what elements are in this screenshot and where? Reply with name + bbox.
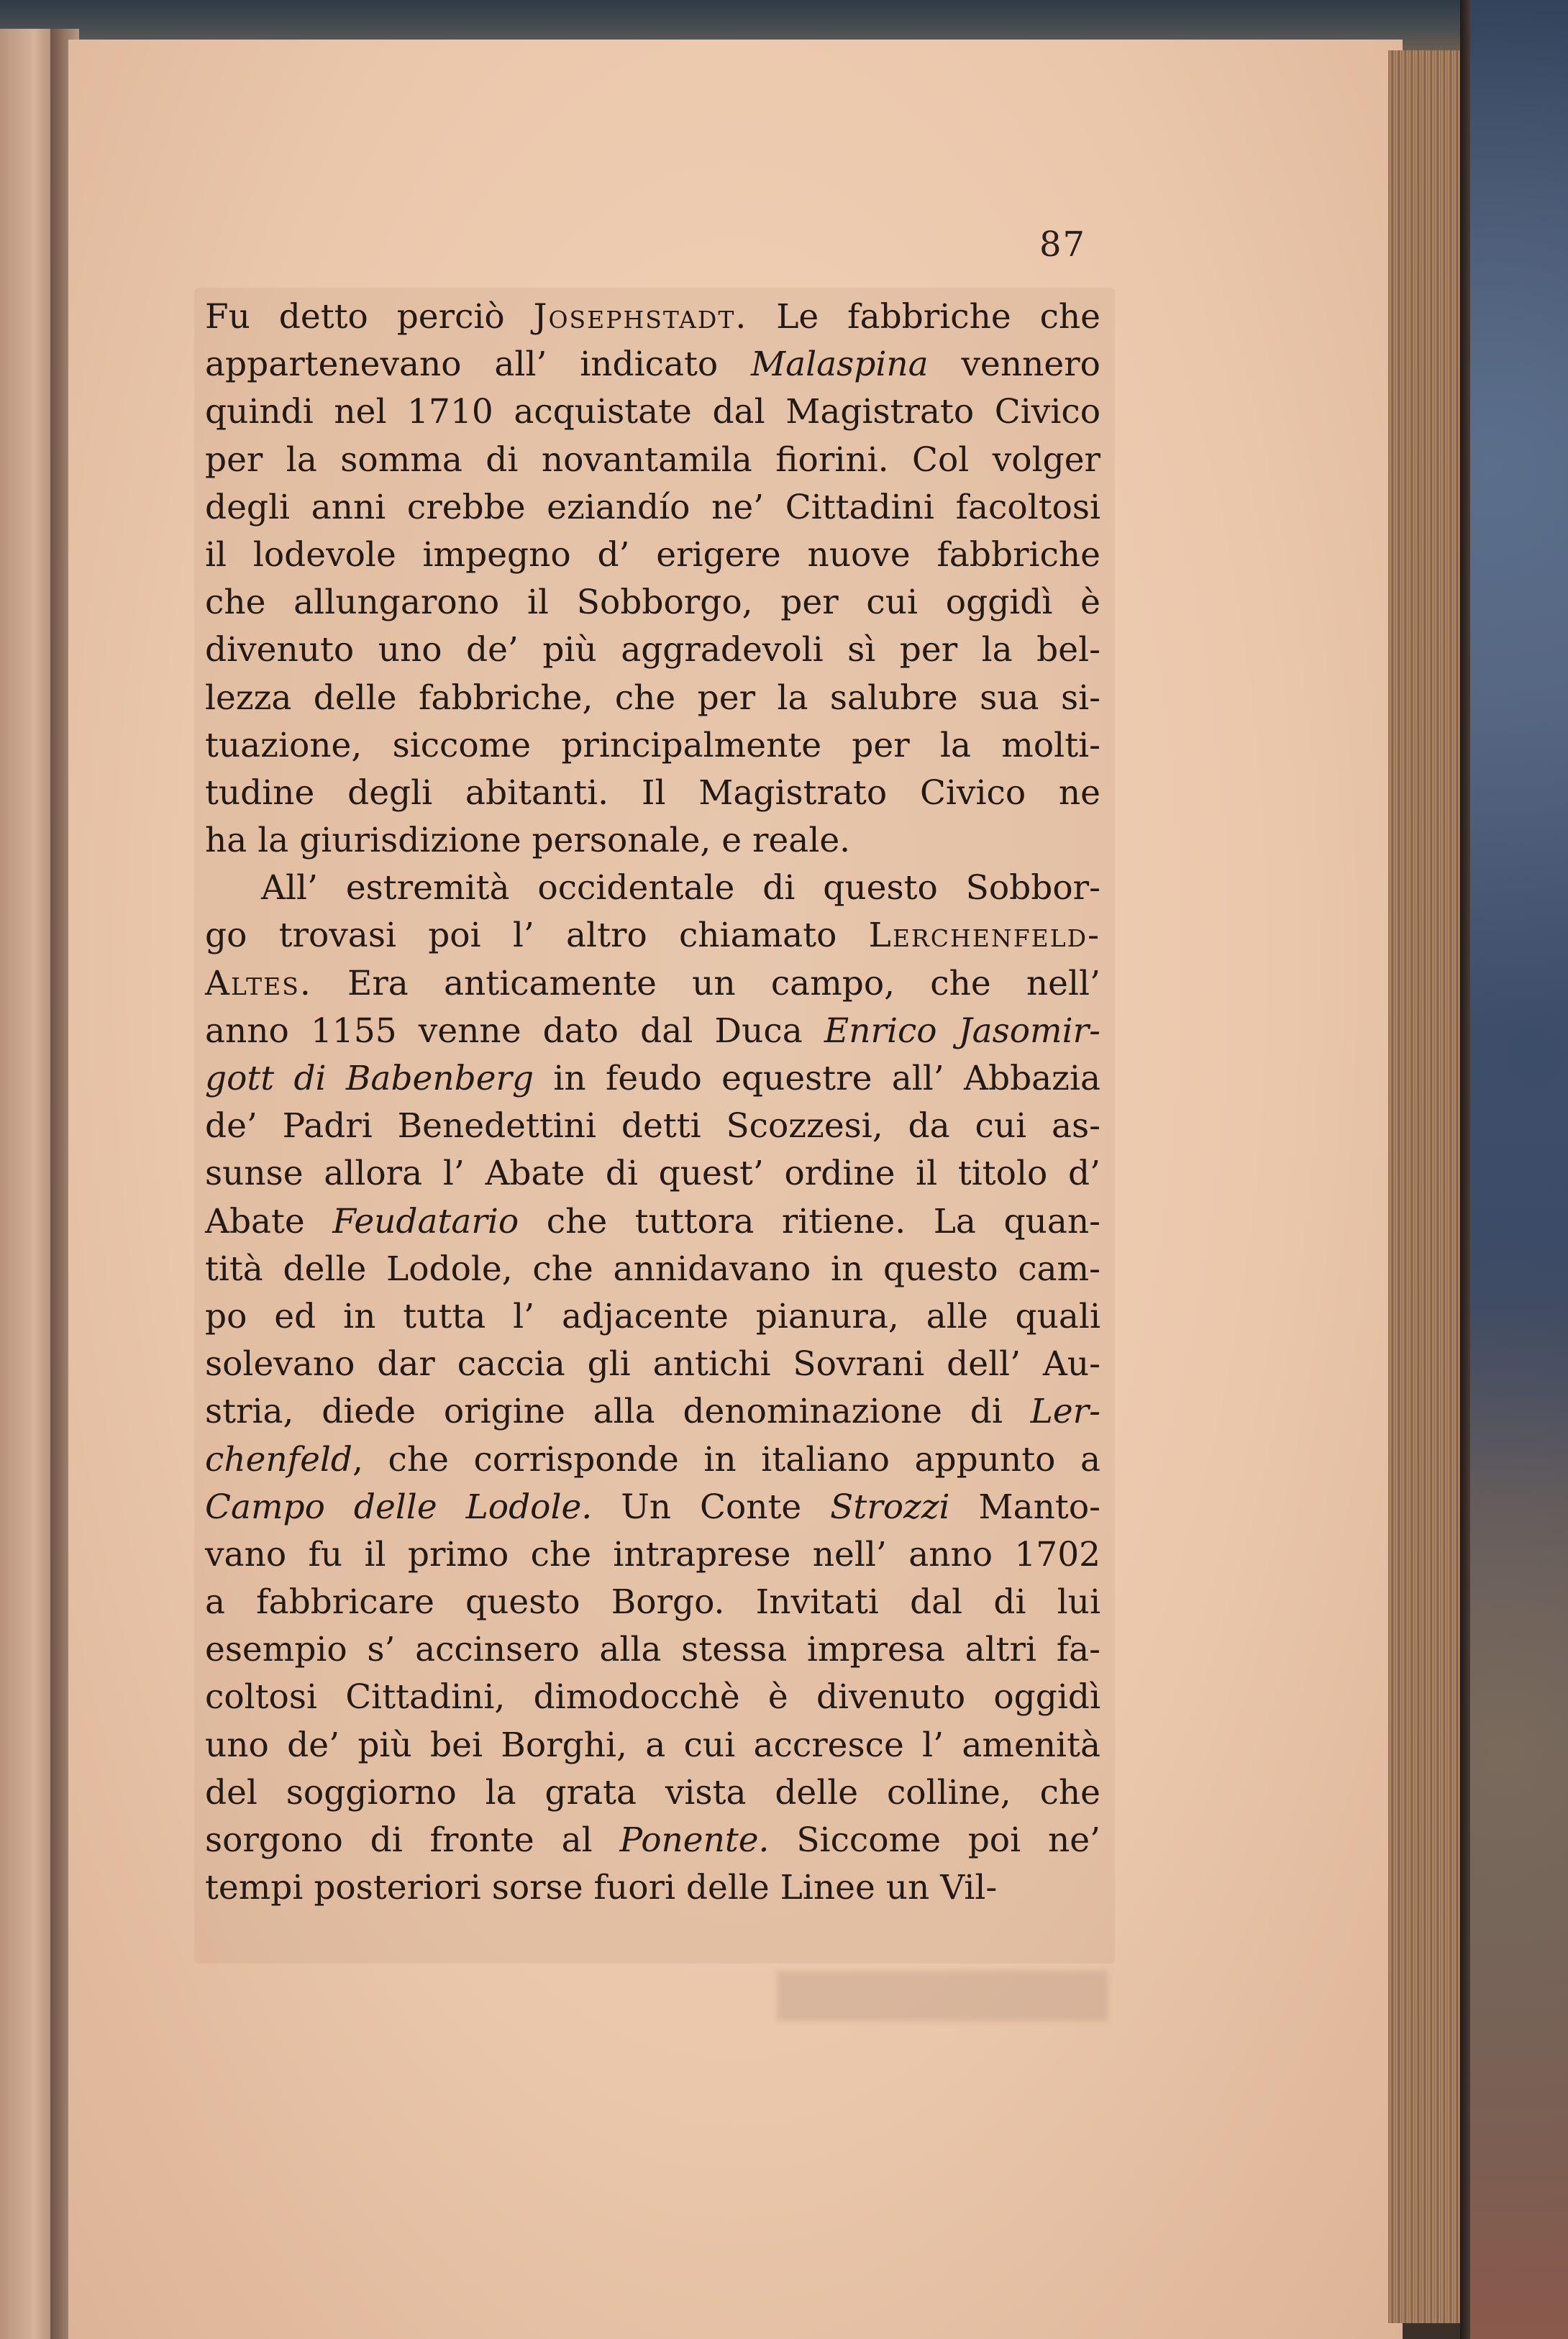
page-edges-stack	[1388, 50, 1460, 2323]
text-run: go trovasi poi l’ altro chiamato	[205, 916, 869, 956]
text-run: lezza delle fabbriche, che per la salubre sua si-	[205, 678, 1100, 718]
text-run: Un Conte	[592, 1487, 831, 1527]
text-run: , che corrisponde in italiano appunto a	[352, 1439, 1100, 1479]
text-line	[205, 1579, 1100, 1626]
text-line	[205, 293, 1100, 341]
text-line	[205, 1008, 1100, 1055]
text-line	[205, 1436, 1100, 1484]
text-run: coltosi Cittadini, dimodocchè è divenuto oggidì	[205, 1677, 1100, 1718]
small-caps-run: Lerchenfeld-	[868, 916, 1100, 956]
text-run: Fu detto perciò	[205, 297, 534, 337]
text-line	[205, 722, 1100, 770]
text-run: quindi nel 1710 acquistate dal Magistrato Civico	[205, 392, 1100, 432]
text-run: tudine degli abitanti. Il Magistrato Civico ne	[205, 772, 1100, 813]
text-run: per la somma di novantamila fiorini. Col volger	[205, 439, 1100, 480]
text-line	[205, 675, 1100, 722]
text-run: tempi posteriori sorse fuori delle Linee un Vil-	[205, 1868, 998, 1908]
text-line	[205, 341, 1100, 388]
text-run: Era anticamente un campo, che nell’	[311, 963, 1100, 1003]
text-run: esempio s’ accinsero alla stessa impresa altri fa-	[205, 1630, 1100, 1670]
text-line	[205, 1626, 1100, 1674]
text-run: che tuttora ritiene. La quan-	[519, 1201, 1100, 1241]
text-line	[205, 1674, 1100, 1721]
text-run: degli anni crebbe eziandío ne’ Cittadini facoltosi	[205, 487, 1100, 527]
text-run: po ed in tutta l’ adjacente pianura, alle quali	[205, 1296, 1100, 1336]
italic-run: Strozzi	[830, 1487, 950, 1527]
text-line	[205, 1484, 1100, 1531]
text-run: stria, diede origine alla denominazione di	[205, 1392, 1031, 1432]
text-run: sunse allora l’ Abate di quest’ ordine il titolo d’	[205, 1154, 1100, 1194]
text-line	[205, 388, 1100, 436]
text-line	[205, 579, 1100, 626]
text-line	[205, 1531, 1100, 1579]
text-run: vennero	[928, 345, 1100, 385]
text-line	[205, 532, 1100, 579]
text-line	[205, 1198, 1100, 1246]
text-line	[205, 817, 1100, 865]
text-run: tità delle Lodole, che annidavano in questo cam-	[205, 1249, 1100, 1289]
marbled-cover	[1460, 0, 1568, 2339]
text-run: All’ estremità occidentale di questo Sobbor-	[261, 868, 1100, 908]
italic-run: Ponente.	[619, 1820, 770, 1860]
cover-edge	[1460, 0, 1470, 2339]
text-line	[205, 1341, 1100, 1388]
text-line	[205, 1055, 1100, 1103]
text-run: Manto-	[949, 1487, 1100, 1527]
left-facing-page-edge	[0, 29, 58, 2339]
show-through-bleed	[777, 1971, 1108, 2021]
text-line	[205, 912, 1100, 959]
text-line	[205, 1769, 1100, 1817]
text-line	[205, 1388, 1100, 1436]
small-caps-run: Josephstadt.	[533, 297, 748, 337]
italic-run: Enrico Jasomir-	[824, 1011, 1100, 1051]
text-line	[205, 960, 1100, 1008]
text-run: Abate	[205, 1201, 333, 1241]
text-run: tuazione, siccome principalmente per la molti-	[205, 725, 1100, 765]
text-run: ha la giurisdizione personale, e reale.	[205, 821, 851, 861]
text-run: vano fu il primo che intraprese nell’ anno 1702	[205, 1534, 1100, 1574]
text-run: de’ Padri Benedettini detti Scozzesi, da cui as-	[205, 1106, 1100, 1146]
text-line	[205, 1864, 1100, 1912]
italic-run: gott di Babenberg	[205, 1059, 534, 1098]
text-run: che allungarono il Sobborgo, per cui oggidì è	[205, 583, 1100, 623]
italic-run: chenfeld	[205, 1439, 353, 1479]
italic-run: Ler-	[1030, 1392, 1100, 1432]
text-run: solevano dar caccia gli antichi Sovrani dell’ Au-	[205, 1344, 1100, 1385]
text-line	[205, 1103, 1100, 1150]
text-line	[205, 865, 1100, 912]
text-line	[205, 484, 1100, 532]
text-run: sorgono di fronte al	[205, 1820, 620, 1860]
italic-run: Malaspina	[750, 345, 929, 385]
text-run: a fabbricare questo Borgo. Invitati dal di lui	[205, 1582, 1100, 1623]
text-run: Siccome poi ne’	[769, 1820, 1100, 1860]
text-line	[205, 626, 1100, 674]
text-run: divenuto uno de’ più aggradevoli sì per la bel-	[205, 630, 1100, 670]
text-run: del soggiorno la grata vista delle colline, che	[205, 1772, 1100, 1813]
text-run: in feudo equestre all’ Abbazia	[534, 1059, 1100, 1098]
text-line	[205, 770, 1100, 817]
text-run: il lodevole impegno d’ erigere nuove fabbriche	[205, 534, 1100, 575]
text-run: Le fabbriche che	[747, 297, 1100, 337]
text-run: anno 1155 venne dato dal Duca	[205, 1011, 824, 1051]
page-number: 87	[1039, 224, 1087, 265]
text-run: appartenevano all’ indicato	[205, 345, 751, 385]
small-caps-run: Altes.	[205, 963, 312, 1003]
italic-run: Campo delle Lodole.	[205, 1487, 593, 1527]
text-line	[205, 1246, 1100, 1293]
body-text	[205, 293, 1100, 1912]
text-line	[205, 437, 1100, 484]
text-line	[205, 1293, 1100, 1341]
text-line	[205, 1722, 1100, 1769]
text-line	[205, 1150, 1100, 1198]
text-line	[205, 1817, 1100, 1864]
italic-run: Feudatario	[332, 1201, 519, 1241]
text-run: uno de’ più bei Borghi, a cui accresce l’ amenità	[205, 1725, 1100, 1765]
